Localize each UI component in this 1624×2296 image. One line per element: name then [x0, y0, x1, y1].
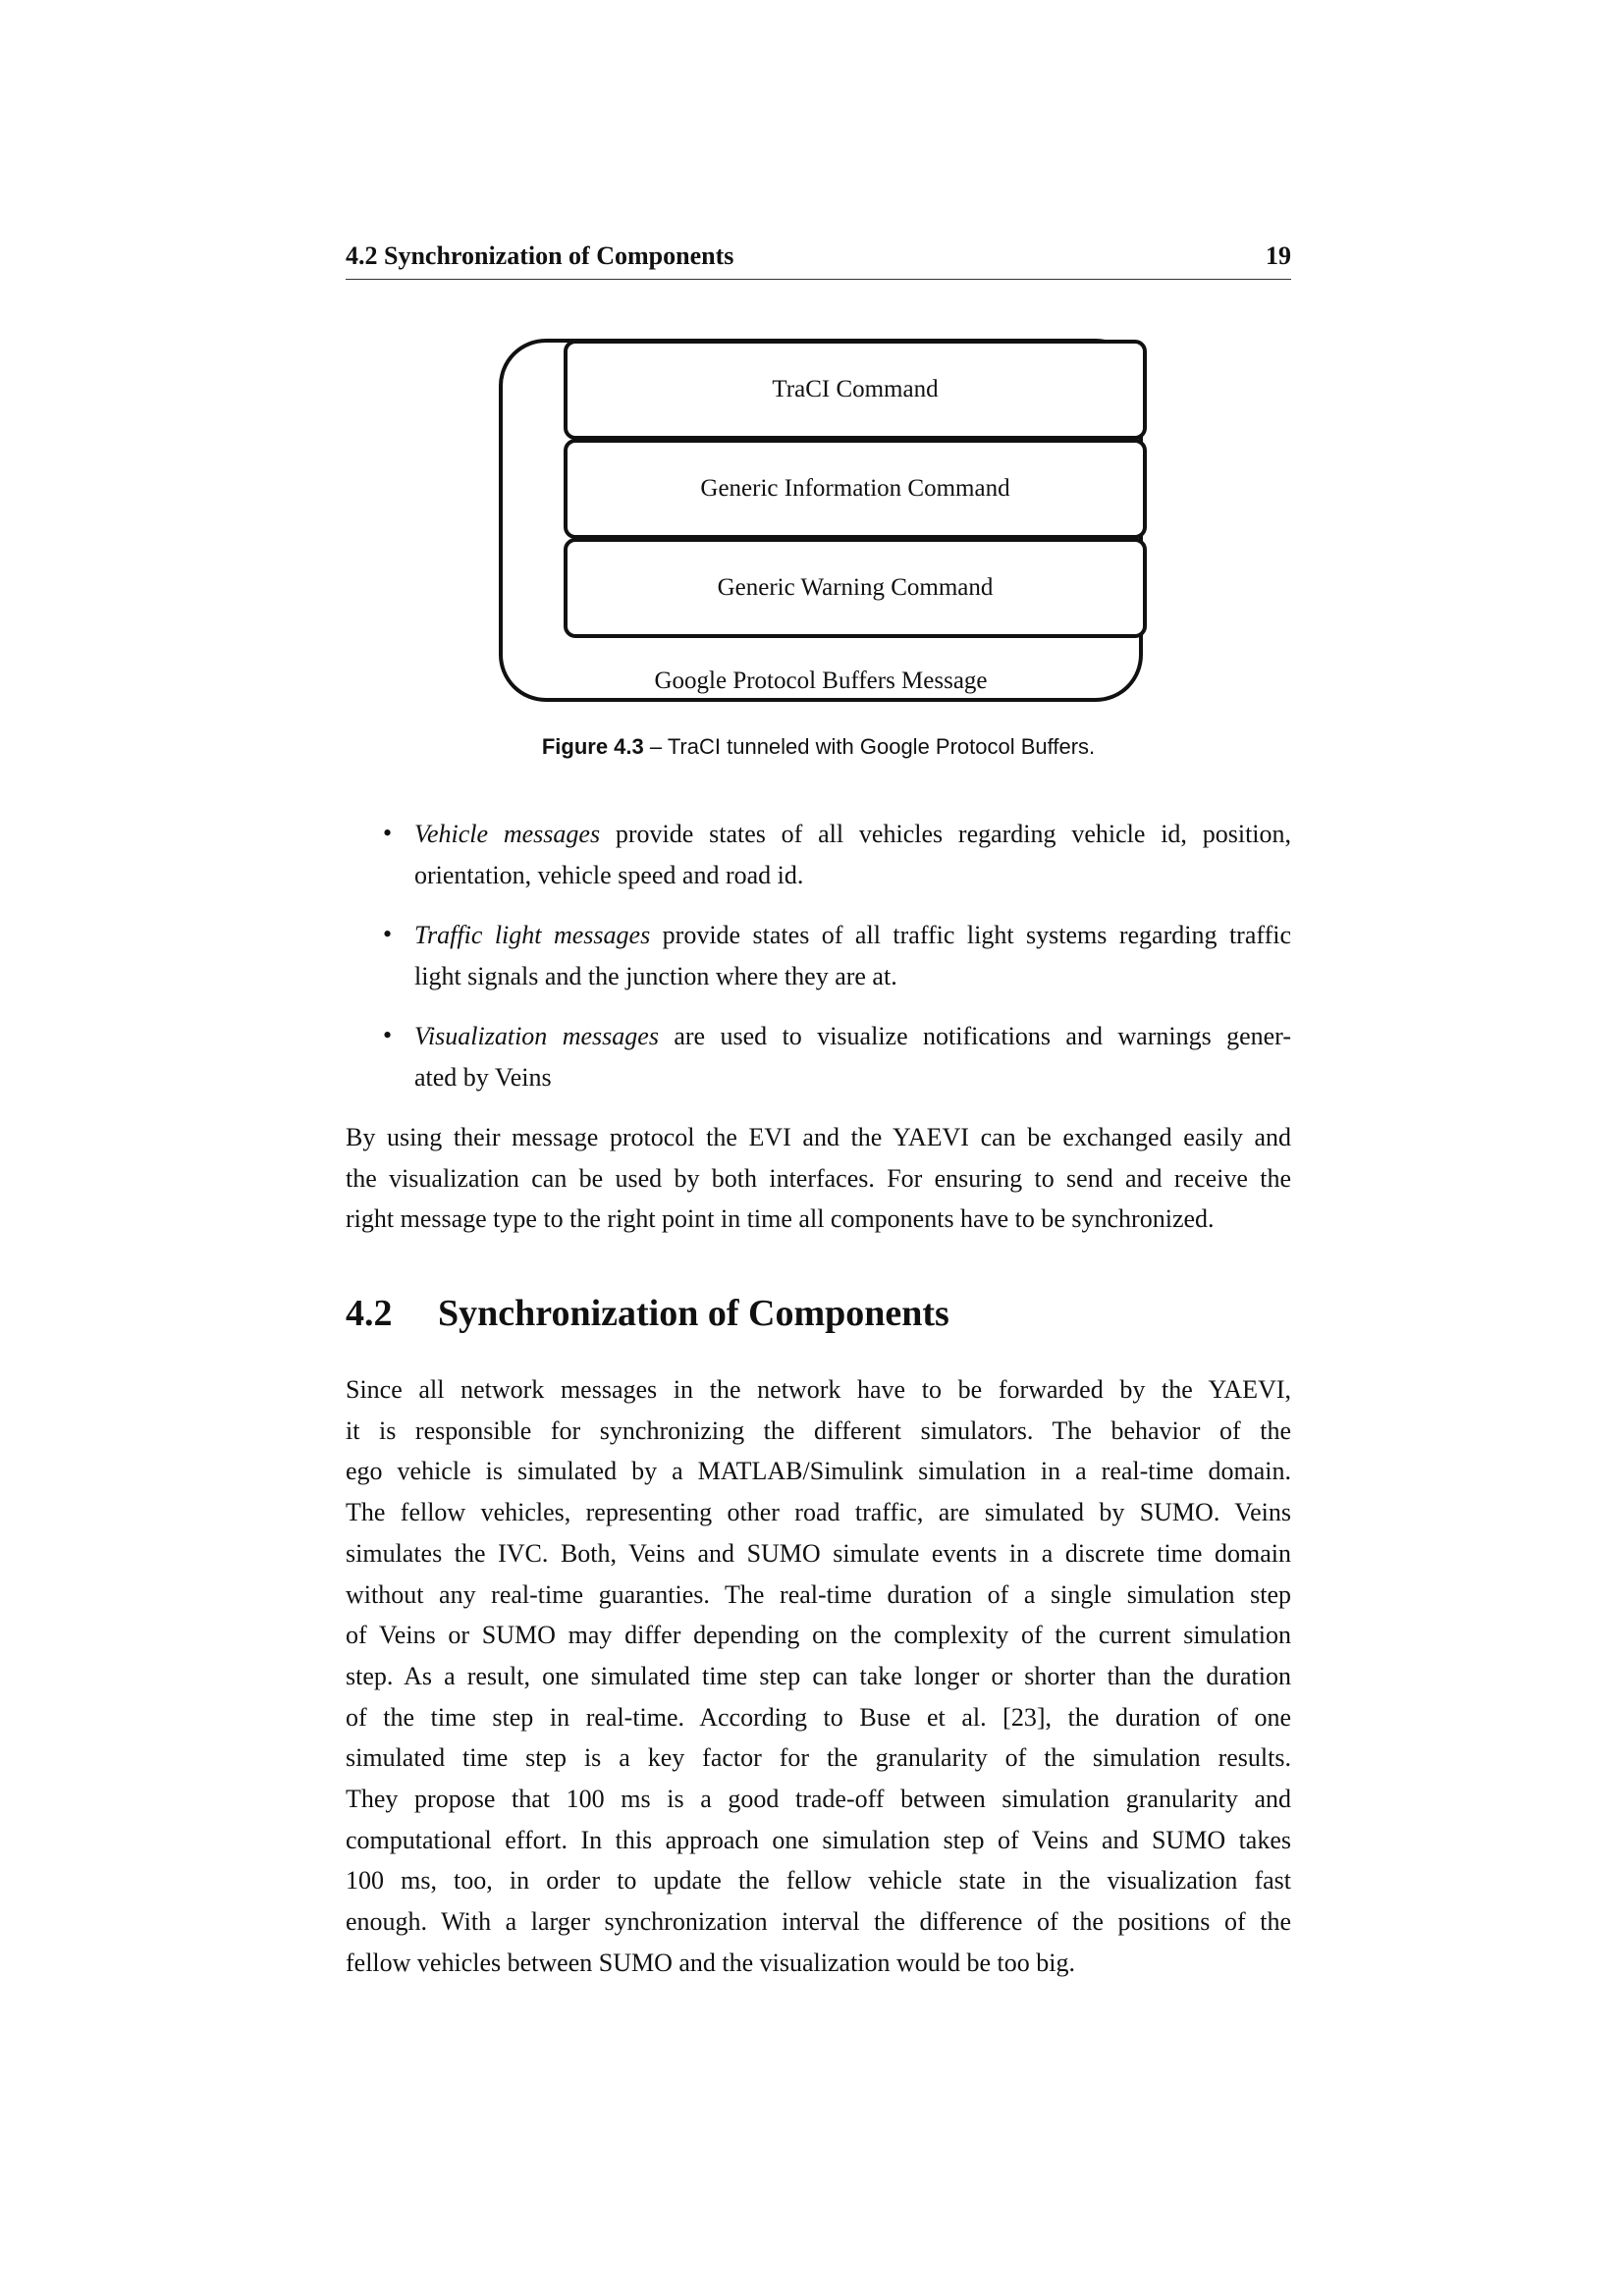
traci-command-box [564, 340, 1147, 440]
bullet-term: Vehicle messages [414, 820, 601, 848]
text-line: of Veins or SUMO may differ depending on the complexity of the current simulation [346, 1621, 1291, 1650]
bullet-term: Visualization messages [414, 1022, 659, 1050]
text-line: the visualization can be used by both interfaces. For ensuring to send and receive the [346, 1163, 1291, 1193]
bullet-text: ated by Veins [414, 1063, 552, 1092]
running-header [346, 241, 1291, 280]
page-number: 19 [1266, 241, 1291, 270]
box-label: Generic Information Command [700, 475, 1010, 502]
bullet-term: Traffic light messages [414, 921, 651, 949]
text-line: step. As a result, one simulated time step can take longer or shorter than the duration [346, 1661, 1291, 1690]
bullet-icon: • [383, 1021, 393, 1049]
figure-caption [346, 734, 1291, 760]
bullet-item [414, 1021, 1291, 1052]
text-line: 100 ms, too, in order to update the fellow vehicle state in the visualization fast [346, 1866, 1291, 1896]
bullet-text: provide states of all vehicles regarding vehicle id, position, [600, 820, 1292, 848]
text-line: simulated time step is a key factor for the granularity of the simulation results. [346, 1743, 1291, 1773]
bullet-item [414, 819, 1291, 850]
bullet-icon: • [383, 819, 393, 847]
box-label: TraCI Command [772, 376, 939, 402]
bullet-text: light signals and the junction where they are at. [414, 962, 897, 990]
protobuf-message-label: Google Protocol Buffers Message [654, 667, 988, 694]
caption-text: – TraCI tunneled with Google Protocol Buffers. [643, 734, 1096, 759]
text-line: computational effort. In this approach one simulation step of Veins and SUMO takes [346, 1825, 1291, 1854]
bullet-text: are used to visualize notifications and warnings gener- [658, 1022, 1291, 1050]
text-line: enough. With a larger synchronization interval the difference of the positions of the [346, 1907, 1291, 1937]
bullet-text: provide states of all traffic light systems regarding traffic [650, 921, 1291, 949]
caption-label: Figure 4.3 [541, 734, 644, 759]
bullet-text: orientation, vehicle speed and road id. [414, 861, 804, 889]
section-title: Synchronization of Components [438, 1293, 949, 1334]
section-heading [346, 1292, 949, 1335]
section-number: 4.2 [346, 1293, 393, 1334]
box-label: Generic Warning Command [717, 574, 994, 601]
generic-information-command-box [564, 439, 1147, 539]
bullet-item [414, 920, 1291, 951]
text-line: simulates the IVC. Both, Veins and SUMO simulate events in a discrete time domain [346, 1538, 1291, 1568]
text-line: They propose that 100 ms is a good trade-off between simulation granularity and [346, 1785, 1291, 1813]
text-line: The fellow vehicles, representing other road traffic, are simulated by SUMO. Veins [346, 1498, 1291, 1527]
header-section-title: 4.2 Synchronization of Components [346, 241, 734, 270]
text-line: By using their message protocol the EVI and the YAEVI can be exchanged easily and [346, 1123, 1291, 1151]
text-line: Since all network messages in the network have to be forwarded by the YAEVI, [346, 1375, 1291, 1404]
text-line: right message type to the right point in time all components have to be synchronized. [346, 1204, 1215, 1234]
text-line: it is responsible for synchronizing the different simulators. The behavior of the [346, 1415, 1291, 1445]
text-line: fellow vehicles between SUMO and the visualization would be too big. [346, 1948, 1076, 1977]
text-line: ego vehicle is simulated by a MATLAB/Simulink simulation in a real-time domain. [346, 1457, 1291, 1486]
text-line: without any real-time guaranties. The real-time duration of a single simulation step [346, 1579, 1291, 1609]
generic-warning-command-box [564, 538, 1147, 638]
text-line: of the time step in real-time. According to Buse et al. [23], the duration of one [346, 1702, 1291, 1732]
bullet-icon: • [383, 920, 393, 948]
